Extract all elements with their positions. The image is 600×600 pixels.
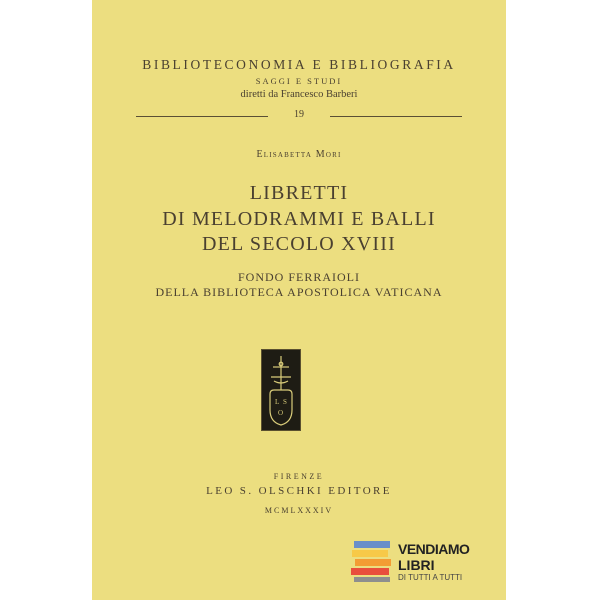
book-title-line: DI MELODRAMMI E BALLI [162, 207, 436, 230]
book-cover [92, 0, 506, 600]
publisher-name: LEO S. OLSCHKI EDITORE [206, 485, 392, 497]
svg-text:O: O [278, 409, 284, 417]
logo-name-line1: VENDIAMO [398, 541, 470, 557]
series-number: 19 [294, 109, 304, 120]
series-subtitle: SAGGI E STUDI [255, 76, 343, 86]
book-subtitle-line: DELLA BIBLIOTECA APOSTOLICA VATICANA [155, 285, 443, 299]
divider-right [330, 116, 462, 117]
publisher-emblem-icon [261, 349, 301, 431]
book-title-line: LIBRETTI [249, 182, 349, 204]
svg-text:L: L [275, 398, 280, 406]
vendiamo-libri-logo [350, 537, 500, 587]
books-stack-icon [350, 539, 394, 585]
book-subtitle [92, 270, 506, 300]
series-editors: diretti da Francesco Barberi [240, 89, 358, 100]
svg-text:S: S [283, 398, 287, 406]
publication-year: MCMLXXXIV [264, 506, 334, 515]
series-title: BIBLIOTECONOMIA E BIBLIOGRAFIA [142, 57, 456, 72]
book-subtitle-line: FONDO FERRAIOLI [237, 270, 360, 284]
logo-tagline: DI TUTTI A TUTTI [398, 573, 463, 582]
publisher-city: FIRENZE [273, 472, 325, 481]
logo-name-line2: LIBRI [398, 557, 435, 573]
book-title [92, 181, 506, 258]
book-title-line: DEL SECOLO XVIII [202, 233, 396, 255]
author-name: Elisabetta Mori [256, 149, 342, 160]
